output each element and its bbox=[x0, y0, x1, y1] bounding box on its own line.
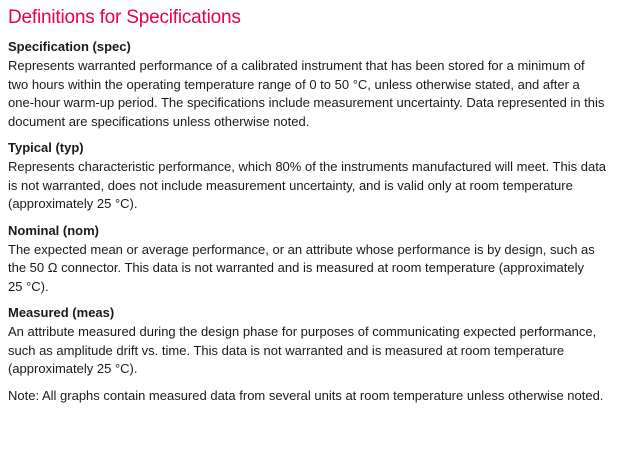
definition-measured bbox=[8, 304, 621, 379]
definition-term: Specification (spec) bbox=[8, 39, 131, 54]
definition-text: The expected mean or average performance, or an attribute whose performance is by design, such as the 50 Ω connector. This data is not warranted and is measured at room temperature (approximately 25 °C). bbox=[8, 241, 595, 294]
page-title: Definitions for Specifications bbox=[8, 7, 241, 28]
definition-specification bbox=[8, 38, 621, 131]
definition-term: Nominal (nom) bbox=[8, 222, 99, 238]
definition-typical bbox=[8, 139, 621, 214]
graphs-note: Note: All graphs contain measured data from several units at room temperature unless otherwise noted. bbox=[8, 387, 604, 403]
definition-text: Represents characteristic performance, which 80% of the instruments manufactured will meet. This data is not warranted, does not include measurement uncertainty, and is valid only at room temperature (approximately 25 °C). bbox=[8, 159, 607, 211]
definition-nominal bbox=[8, 222, 621, 297]
definition-text: Represents warranted performance of a calibrated instrument that has been stored for a minimum of two hours within the operating temperature range of 0 to 50 °C, unless otherwise stated, and after a one-hour warm-up period. The specifications include measurement uncertainty. Data represented in this document are specifications unless otherwise noted. bbox=[8, 58, 605, 129]
definition-term: Measured (meas) bbox=[8, 305, 115, 320]
definition-text: An attribute measured during the design phase for purposes of communicating expected performance, such as amplitude drift vs. time. This data is not warranted and is measured at room temperature (approximately 25 °C). bbox=[8, 324, 597, 376]
definition-term: Typical (typ) bbox=[8, 140, 84, 155]
